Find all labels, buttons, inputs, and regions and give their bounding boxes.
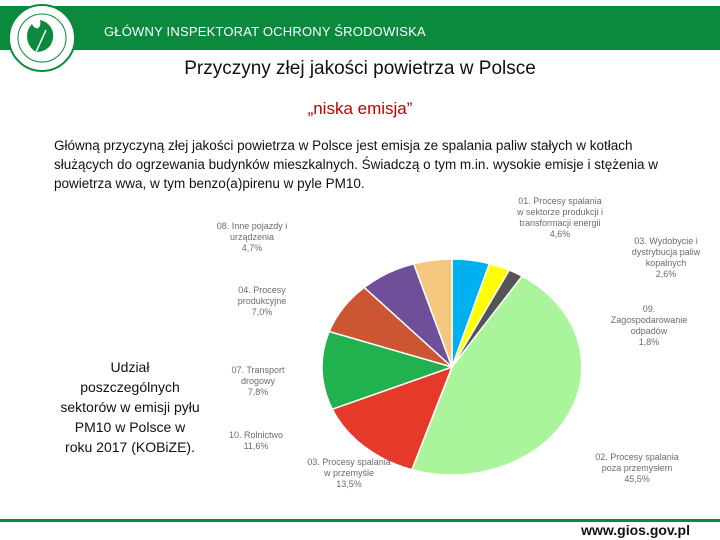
footer-url[interactable]: www.gios.gov.pl — [581, 522, 690, 538]
page-subtitle: „niska emisja” — [307, 99, 413, 118]
slice-label: 09. Zagospodarowanie odpadów 1,8% — [610, 304, 688, 347]
slice-label: 04. Procesy produkcyjne 7,0% — [237, 285, 287, 317]
page-title: Przyczyny złej jakości powietrza w Polsce — [184, 58, 536, 79]
slice-label: 10. Rolnictwo 11,6% — [228, 430, 284, 451]
slice-label: 03. Procesy spalania w przemyśle 13,5% — [307, 457, 391, 489]
slice-label: 03. Wydobycie i dystrybucja paliw kopalnych 2,6% — [631, 236, 701, 279]
slice-label: 08. Inne pojazdy i urządzenia 4,7% — [216, 221, 288, 253]
slice-label: 02. Procesy spalania poza przemysłem 45,5% — [595, 452, 679, 484]
chart-caption: Udział poszczególnych sektorów w emisji pyłu PM10 w Polsce w roku 2017 (KOBiZE). — [60, 359, 200, 455]
slice-label: 01. Procesy spalania w sektorze produkcji i transformacji energii 4,6% — [516, 196, 604, 239]
slice-label: 07. Transport drogowy 7,8% — [231, 365, 285, 397]
body-paragraph: Główną przyczyną złej jakości powietrza w Polsce jest emisja ze spalania paliw stałych w kotłach służących do ogrzewania budynków mieszkalnych. Świadczą o tym m.in. wysokie emisje i stężenia w powietrza wwa, w tym benzo(a)pirenu w pyle PM10. — [54, 138, 658, 191]
pie-slices — [322, 259, 582, 475]
organization-name: GŁÓWNY INSPEKTORAT OCHRONY ŚRODOWISKA — [104, 24, 426, 39]
